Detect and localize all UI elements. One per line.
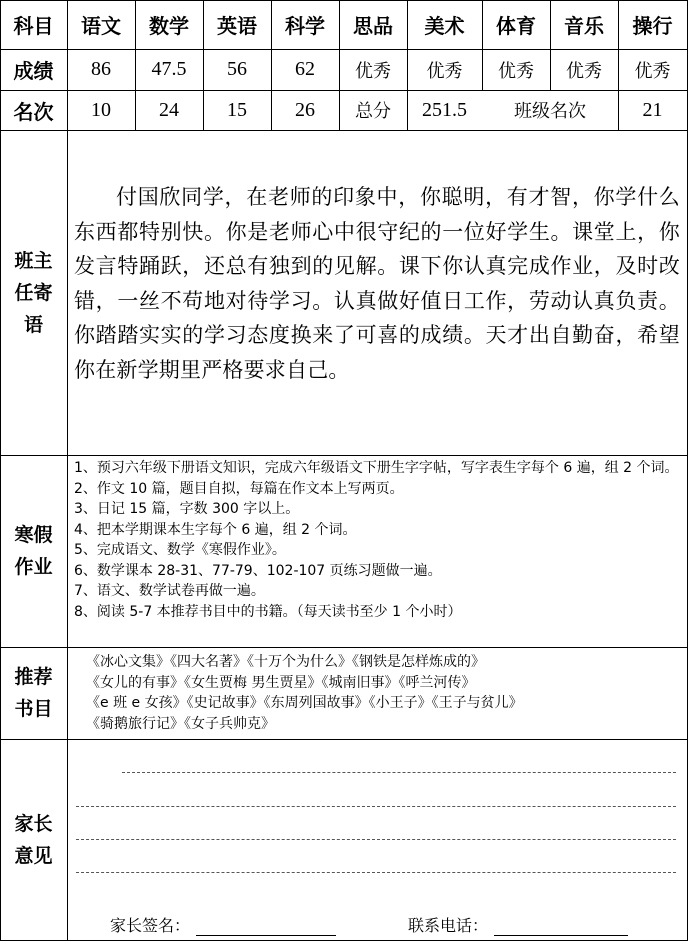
subject-morality: 思品 — [353, 14, 393, 38]
label-line: 作业 — [14, 556, 53, 578]
score-art: 优秀 — [426, 60, 463, 82]
subject-chinese: 语文 — [81, 14, 121, 38]
label-line: 语 — [23, 313, 43, 336]
book-list-line: 《e 班 e 女孩》《史记故事》《东周列国故事》《小王子》《王子与贫儿》 — [86, 695, 523, 711]
rank-chinese: 10 — [91, 98, 111, 121]
score-pe: 优秀 — [498, 60, 534, 82]
score-english: 56 — [227, 58, 247, 80]
subject-header-label: 科目 — [13, 14, 54, 38]
books-section-label — [0, 647, 67, 739]
rank-science: 26 — [295, 98, 315, 121]
phone-field[interactable] — [494, 917, 628, 936]
teacher-comment — [74, 180, 680, 388]
score-music: 优秀 — [566, 60, 602, 82]
total-score-value: 251.5 — [422, 98, 467, 121]
homework-section-label — [0, 455, 67, 647]
parent-signature — [110, 913, 336, 936]
row-divider — [0, 647, 688, 648]
homework-list — [74, 458, 682, 622]
homework-item: 1、预习六年级下册语文知识，完成六年级语文下册生字字帖，写字表生字每个 6 遍，组 2 个词。 — [74, 460, 679, 476]
subject-math: 数学 — [149, 14, 189, 38]
teacher-comment-text: 付国欣同学，在老师的印象中，你聪明，有才智，你学什么东西都特别快。你是老师心中很守纪的一位好学生。课堂上，你发言特踊跃，还总有独到的见解。课下你认真完成作业，及时改错，一丝不苟地对待学习。认真做好值日工作，劳动认真负责。你踏踏实实的学习态度换来了可喜的成绩。天才出自勤奋，希望你在新学期里严格要求自己。 — [74, 185, 680, 382]
row-divider — [0, 455, 688, 456]
homework-item: 7、语文、数学试卷再做一遍。 — [74, 583, 265, 599]
score-chinese: 86 — [91, 58, 111, 80]
homework-item: 6、数学课本 28-31、77-79、102-107 页练习题做一遍。 — [74, 562, 442, 579]
book-list-line: 《女儿的有事》《女生贾梅 男生贾星》《城南旧事》《呼兰河传》 — [86, 674, 476, 691]
row-divider — [0, 739, 688, 740]
book-list — [86, 652, 682, 734]
phone-label: 联系电话： — [408, 916, 489, 935]
parent-opinion-line[interactable] — [76, 839, 676, 840]
score-morality: 优秀 — [355, 60, 391, 82]
subject-pe: 体育 — [496, 14, 536, 38]
signature-field[interactable] — [196, 917, 336, 936]
parent-opinion-line[interactable] — [76, 806, 676, 807]
score-math: 47.5 — [151, 58, 187, 80]
subject-english: 英语 — [217, 14, 257, 38]
rank-row-label: 名次 — [13, 99, 54, 124]
label-line: 任寄 — [14, 281, 53, 304]
label-column-divider — [67, 0, 68, 941]
homework-item: 2、作文 10 篇，题目自拟，每篇在作文本上写两页。 — [74, 480, 404, 497]
signature-label: 家长签名： — [110, 916, 191, 935]
homework-item: 3、日记 15 篇，字数 300 字以上。 — [74, 501, 300, 517]
homework-item: 5、完成语文、数学《寒假作业》。 — [74, 542, 286, 558]
score-conduct: 优秀 — [634, 60, 671, 82]
homework-item: 8、阅读 5-7 本推荐书目中的书籍。（每天读书至少 1 个小时） — [74, 603, 462, 620]
parent-opinion-line[interactable] — [76, 872, 676, 873]
parent-section-label — [0, 739, 67, 940]
label-line: 寒假 — [14, 524, 53, 546]
subject-music: 音乐 — [564, 14, 604, 38]
class-rank-value: 21 — [642, 98, 663, 121]
label-line: 意见 — [14, 844, 53, 867]
rank-math: 24 — [159, 98, 179, 121]
label-line: 书目 — [14, 698, 53, 720]
scores-row-label: 成绩 — [13, 59, 54, 83]
class-rank-label: 班级名次 — [514, 101, 586, 122]
subject-conduct: 操行 — [632, 14, 673, 38]
parent-opinion-line[interactable] — [122, 772, 676, 773]
rank-english: 15 — [227, 98, 247, 121]
row-divider — [0, 130, 688, 131]
label-line: 家长 — [14, 812, 53, 835]
total-score-label: 总分 — [355, 101, 391, 122]
comment-section-label — [0, 130, 67, 455]
score-science: 62 — [295, 58, 315, 80]
label-line: 班主 — [14, 249, 53, 272]
homework-item: 4、把本学期课本生字每个 6 遍，组 2 个词。 — [74, 521, 357, 538]
parent-phone — [408, 913, 628, 936]
subject-science: 科学 — [285, 14, 325, 38]
subject-art: 美术 — [424, 14, 465, 38]
book-list-line: 《冰心文集》《四大名著》《十万个为什么》《钢铁是怎样炼成的》 — [86, 654, 485, 670]
label-line: 推荐 — [14, 666, 53, 688]
book-list-line: 《骑鹅旅行记》《女子兵帅克》 — [86, 715, 275, 732]
